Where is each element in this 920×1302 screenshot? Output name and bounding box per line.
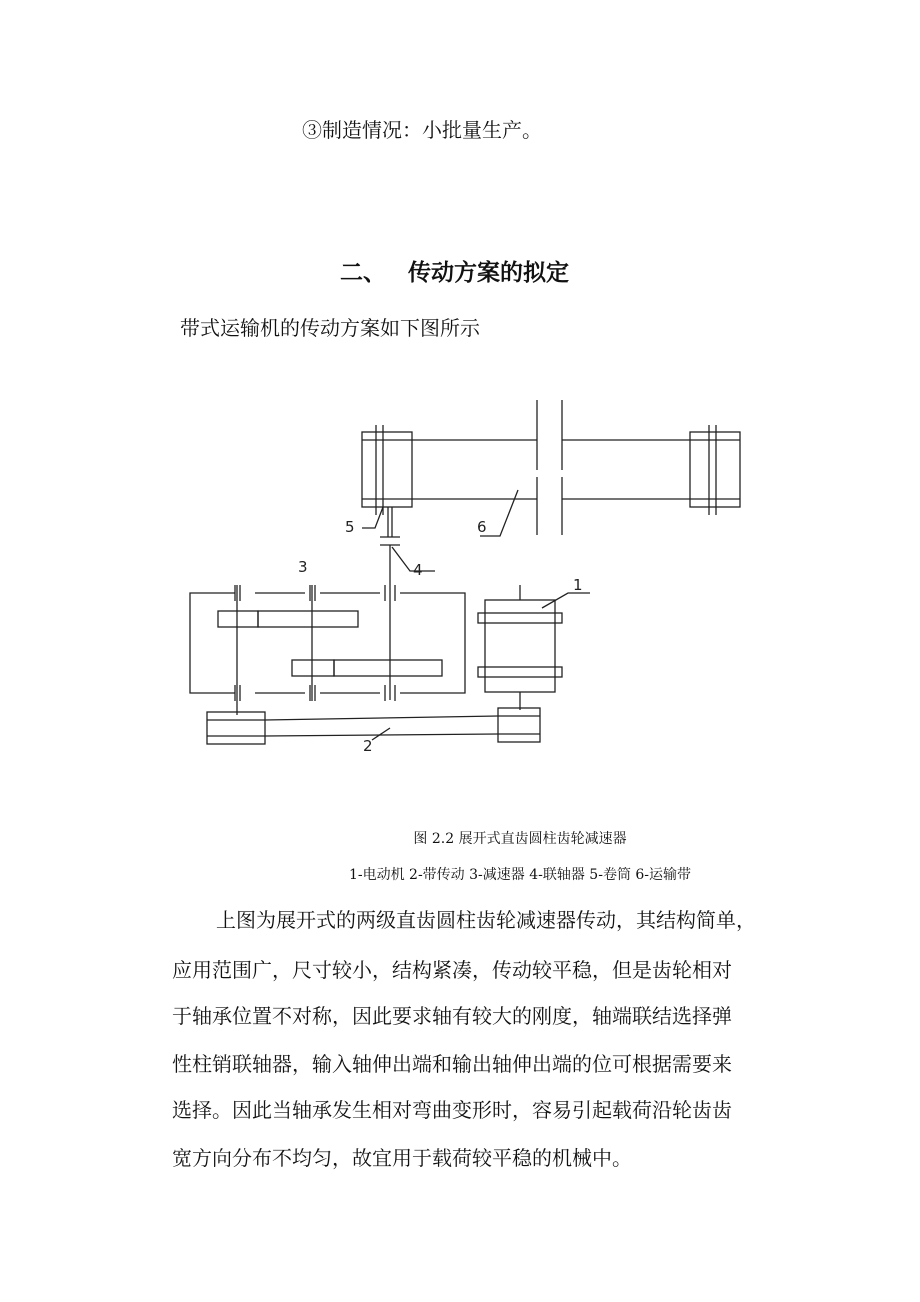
conveyor-belt bbox=[412, 400, 690, 535]
label-drum: 5 bbox=[345, 518, 355, 536]
paragraph-line: 宽方向分布不均匀，故宜用于载荷较平稳的机械中。 bbox=[172, 1146, 632, 1170]
transmission-diagram bbox=[180, 395, 750, 795]
paragraph-line: 上图为展开式的两级直齿圆柱齿轮减速器传动，其结构简单， bbox=[216, 908, 756, 932]
label-belt-drive: 2 bbox=[363, 737, 373, 755]
manufacturing-condition-line: ③制造情况：小批量生产。 bbox=[302, 118, 542, 142]
label-coupling: 4 bbox=[413, 561, 423, 579]
reducer-housing bbox=[190, 585, 465, 715]
paragraph-line: 应用范围广，尺寸较小，结构紧凑，传动较平稳，但是齿轮相对 bbox=[172, 958, 732, 982]
intro-line: 带式运输机的传动方案如下图所示 bbox=[180, 316, 480, 340]
paragraph-line: 于轴承位置不对称，因此要求轴有较大的刚度，轴端联结选择弹 bbox=[172, 1004, 732, 1028]
section-heading bbox=[340, 254, 569, 287]
label-conveyor-belt: 6 bbox=[477, 518, 487, 536]
section-title: 传动方案的拟定 bbox=[408, 260, 569, 286]
drum-right bbox=[690, 425, 740, 515]
leader-5 bbox=[362, 507, 383, 528]
label-reducer: 3 bbox=[298, 558, 308, 576]
label-motor: 1 bbox=[573, 576, 583, 594]
leader-2 bbox=[372, 728, 390, 740]
drum-left bbox=[362, 425, 412, 515]
section-number: 二、 bbox=[340, 260, 386, 286]
figure-caption: 图 2.2 展开式直齿圆柱齿轮减速器 bbox=[413, 831, 627, 847]
figure-legend: 1-电动机 2-带传动 3-减速器 4-联轴器 5-卷筒 6-运输带 bbox=[348, 867, 692, 883]
paragraph-line: 性柱销联轴器，输入轴伸出端和输出轴伸出端的位可根据需要来 bbox=[172, 1052, 732, 1076]
drum-shaft bbox=[388, 507, 392, 537]
paragraph-line: 选择。因此当轴承发生相对弯曲变形时，容易引起载荷沿轮齿齿 bbox=[172, 1098, 732, 1122]
